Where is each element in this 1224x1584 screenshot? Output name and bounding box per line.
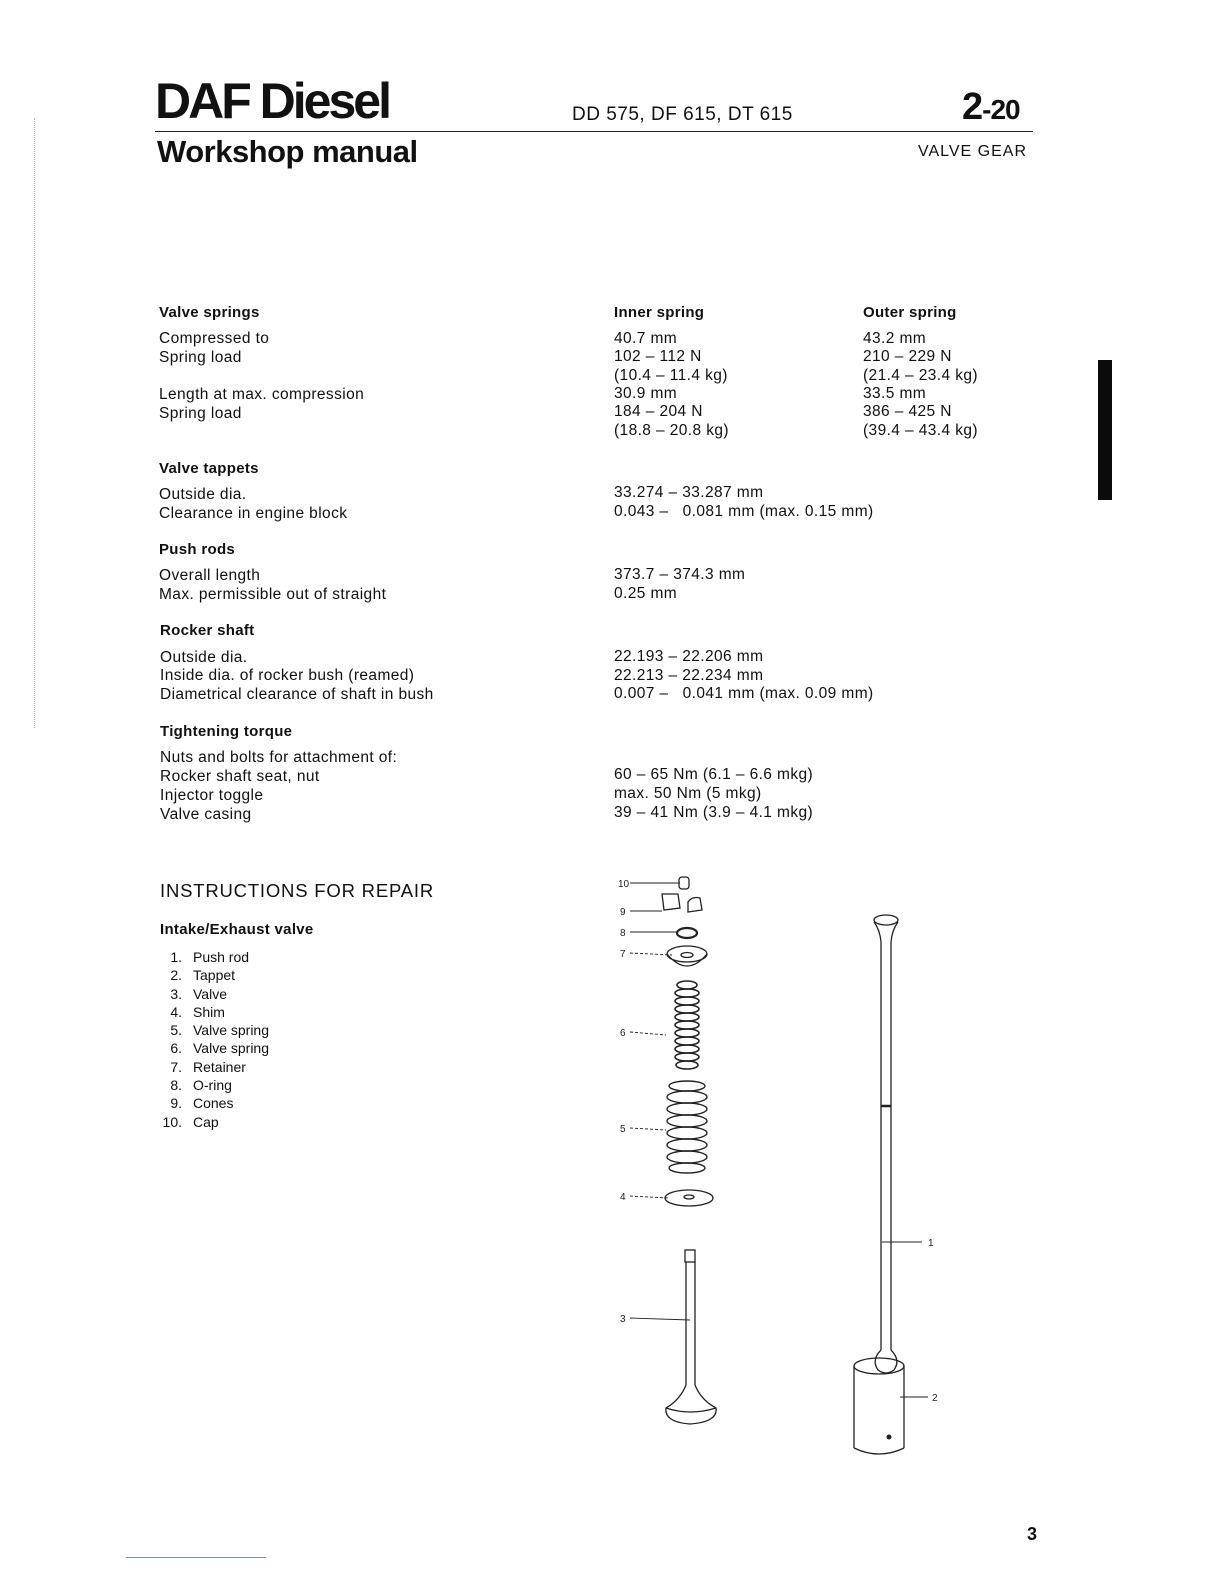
outer-spring-part <box>667 1081 707 1173</box>
callout-7: 7 <box>620 949 626 960</box>
spec-value: 0.007 – 0.041 mm (max. 0.09 mm) <box>614 685 874 702</box>
spec-value: 60 – 65 Nm (6.1 – 6.6 mkg) <box>614 766 814 783</box>
retainer-part <box>667 946 707 966</box>
spec-label: Outside dia. <box>160 649 248 666</box>
part-number: 3. <box>170 985 182 1002</box>
callout-10: 10 <box>618 879 630 890</box>
footer-rule <box>126 1557 266 1558</box>
spec-value: 0.25 mm <box>614 585 678 602</box>
callout-4: 4 <box>620 1192 626 1203</box>
part-name: Retainer <box>193 1058 246 1075</box>
binding-margin <box>34 118 36 728</box>
callout-8: 8 <box>620 928 626 939</box>
part-number: 10. <box>162 1113 182 1130</box>
list-item <box>162 985 269 1003</box>
part-name: Push rod <box>193 949 250 965</box>
part-name: Cap <box>193 1113 219 1130</box>
callout-2: 2 <box>932 1393 938 1404</box>
part-number: 1. <box>170 949 182 965</box>
spec-label: Outside dia. <box>159 486 247 503</box>
page-code <box>962 86 1020 129</box>
spec-label: Nuts and bolts for attachment of: <box>160 749 398 766</box>
callout-9: 9 <box>620 907 626 918</box>
inner-value: (10.4 – 11.4 kg) <box>614 367 728 384</box>
list-item <box>162 1021 269 1039</box>
page-code-minor: -20 <box>982 94 1020 125</box>
inner-value: (18.8 – 20.8 kg) <box>614 422 729 439</box>
part-name: Shim <box>193 1003 225 1020</box>
spec-label: Length at max. compression <box>159 386 365 403</box>
spec-value: 22.193 – 22.206 mm <box>614 648 764 665</box>
header-rule <box>155 131 1033 132</box>
valve-part <box>666 1250 716 1424</box>
part-name: Valve spring <box>193 1040 270 1057</box>
spec-label: Diametrical clearance of shaft in bush <box>160 686 434 703</box>
springs-heading: Valve springs <box>159 304 260 321</box>
o-ring-part <box>677 928 697 938</box>
inner-value: 184 – 204 N <box>614 403 703 420</box>
pushrods-heading: Push rods <box>159 541 236 558</box>
outer-value: (39.4 – 43.4 kg) <box>863 422 978 439</box>
rocker-heading: Rocker shaft <box>160 622 255 639</box>
inner-value: 30.9 mm <box>614 385 678 402</box>
inner-spring-heading: Inner spring <box>614 304 705 321</box>
spec-label: Injector toggle <box>160 787 264 804</box>
shim-part <box>665 1190 713 1206</box>
spec-label: Overall length <box>159 567 261 584</box>
inner-spring-part <box>675 981 699 1069</box>
spec-label: Max. permissible out of straight <box>159 586 387 603</box>
repair-title: INSTRUCTIONS FOR REPAIR <box>160 880 434 901</box>
torque-heading: Tightening torque <box>160 723 293 740</box>
outer-value: 210 – 229 N <box>863 348 952 365</box>
outer-value: (21.4 – 23.4 kg) <box>863 367 978 384</box>
chapter-tab-marker <box>1098 360 1112 500</box>
part-number: 8. <box>170 1077 182 1094</box>
part-name: Valve <box>193 985 227 1002</box>
spec-label: Clearance in engine block <box>159 505 348 522</box>
part-name: O-ring <box>193 1077 232 1094</box>
spec-value: 373.7 – 374.3 mm <box>614 566 746 583</box>
spec-value: 33.274 – 33.287 mm <box>614 484 764 501</box>
outer-value: 43.2 mm <box>863 330 927 347</box>
cones-part <box>662 894 702 912</box>
page-code-major: 2 <box>962 86 983 128</box>
spec-value: 0.043 – 0.081 mm (max. 0.15 mm) <box>614 503 874 520</box>
repair-subtitle: Intake/Exhaust valve <box>160 921 314 938</box>
outer-value: 386 – 425 N <box>863 403 952 420</box>
list-item <box>162 948 269 966</box>
spec-label: Spring load <box>159 405 242 422</box>
outer-value: 33.5 mm <box>863 385 927 402</box>
spec-label: Rocker shaft seat, nut <box>160 768 320 785</box>
spec-value: max. 50 Nm (5 mkg) <box>614 785 762 802</box>
valve-gear-exploded-diagram <box>600 860 960 1470</box>
list-item <box>162 1003 269 1021</box>
spec-label: Compressed to <box>159 330 270 347</box>
part-name: Tappet <box>193 967 236 984</box>
tappet-part <box>854 1358 904 1454</box>
list-item <box>162 1094 269 1112</box>
list-item <box>162 966 269 984</box>
cap-part <box>679 877 689 889</box>
part-name: Valve spring <box>193 1022 270 1039</box>
callout-3: 3 <box>620 1314 626 1325</box>
spec-label: Spring load <box>159 349 242 366</box>
manual-subtitle: Workshop manual <box>157 134 418 169</box>
callout-labels <box>618 879 938 1404</box>
inner-value: 40.7 mm <box>614 330 678 347</box>
tappets-heading: Valve tappets <box>159 460 259 477</box>
list-item <box>162 1113 269 1131</box>
spec-value: 22.213 – 22.234 mm <box>614 667 764 684</box>
part-number: 2. <box>170 967 182 984</box>
part-name: Cones <box>193 1095 234 1112</box>
list-item <box>162 1076 269 1094</box>
part-number: 9. <box>170 1095 182 1112</box>
part-number: 5. <box>170 1022 182 1039</box>
inner-value: 102 – 112 N <box>614 348 702 365</box>
part-number: 6. <box>170 1040 182 1057</box>
part-number: 7. <box>170 1058 182 1075</box>
callout-1: 1 <box>928 1238 934 1249</box>
part-number: 4. <box>170 1003 182 1020</box>
spec-label: Valve casing <box>160 806 252 823</box>
push-rod-part <box>874 915 898 1373</box>
callout-6: 6 <box>620 1028 626 1039</box>
page-number: 3 <box>1027 1524 1038 1544</box>
spec-label: Inside dia. of rocker bush (reamed) <box>160 667 415 684</box>
section-title: VALVE GEAR <box>918 143 1027 160</box>
engine-models: DD 575, DF 615, DT 615 <box>572 104 793 125</box>
parts-list <box>162 948 269 1131</box>
brand-title: DAF Diesel <box>155 73 389 129</box>
outer-spring-heading: Outer spring <box>863 304 957 321</box>
callout-5: 5 <box>620 1124 626 1135</box>
list-item <box>162 1039 269 1057</box>
list-item <box>162 1058 269 1076</box>
spec-value: 39 – 41 Nm (3.9 – 4.1 mkg) <box>614 804 814 821</box>
